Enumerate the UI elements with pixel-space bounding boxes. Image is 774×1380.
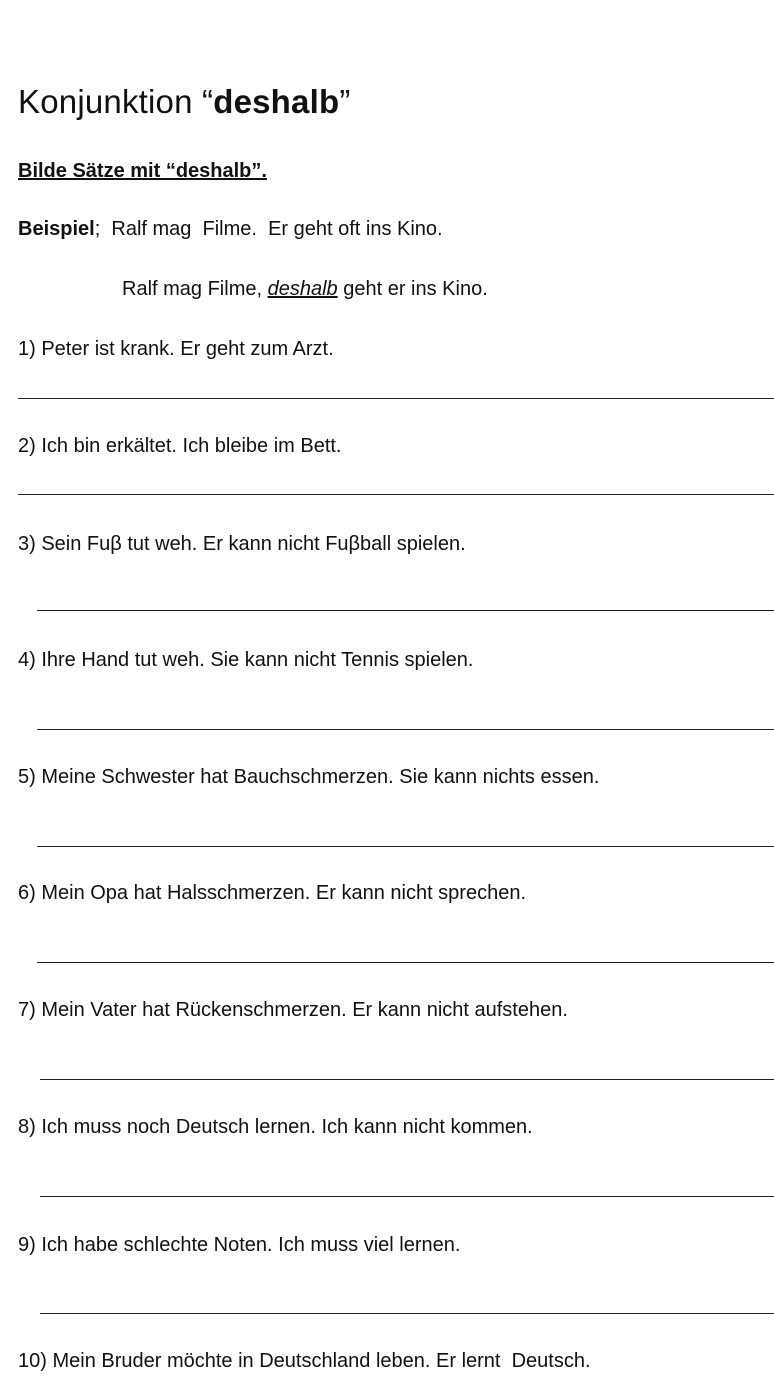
example-answer-keyword: deshalb — [267, 278, 338, 300]
answer-line-9[interactable] — [40, 1313, 774, 1314]
answer-line-6[interactable] — [37, 962, 774, 963]
example-label: Beispiel — [18, 218, 95, 240]
answer-line-4[interactable] — [37, 729, 774, 730]
example-answer-after: geht er ins Kino. — [337, 278, 488, 300]
answer-line-3[interactable] — [37, 610, 774, 611]
exercise-6: 6) Mein Opa hat Halsschmerzen. Er kann nicht sprechen. — [18, 882, 527, 904]
title-prefix: Konjunktion “ — [18, 83, 214, 120]
exercise-2: 2) Ich bin erkältet. Ich bleibe im Bett. — [18, 435, 342, 457]
exercise-7: 7) Mein Vater hat Rückenschmerzen. Er kann nicht aufstehen. — [18, 999, 568, 1021]
answer-line-2[interactable] — [18, 494, 774, 495]
exercise-3: 3) Sein Fuβ tut weh. Er kann nicht Fuβball spielen. — [18, 533, 466, 555]
exercise-4: 4) Ihre Hand tut weh. Sie kann nicht Tennis spielen. — [18, 649, 474, 671]
title-keyword: deshalb — [213, 83, 340, 120]
title-suffix: ” — [339, 83, 351, 120]
exercise-1: 1) Peter ist krank. Er geht zum Arzt. — [18, 338, 334, 360]
example-answer-line — [122, 276, 488, 302]
exercise-9: 9) Ich habe schlechte Noten. Ich muss viel lernen. — [18, 1234, 461, 1256]
answer-line-1[interactable] — [18, 398, 774, 399]
example-answer-before: Ralf mag Filme, — [122, 278, 268, 300]
worksheet-title — [18, 82, 351, 122]
exercise-5: 5) Meine Schwester hat Bauchschmerzen. Sie kann nichts essen. — [18, 766, 600, 788]
example-sentence-line — [18, 216, 443, 242]
task-instruction: Bilde Sätze mit “deshalb”. — [18, 160, 267, 182]
answer-line-5[interactable] — [37, 846, 774, 847]
answer-line-8[interactable] — [40, 1196, 774, 1197]
exercise-8: 8) Ich muss noch Deutsch lernen. Ich kann nicht kommen. — [18, 1116, 533, 1138]
answer-line-7[interactable] — [40, 1079, 774, 1080]
example-sentence: ; Ralf mag Filme. Er geht oft ins Kino. — [94, 218, 443, 240]
exercise-10: 10) Mein Bruder möchte in Deutschland leben. Er lernt Deutsch. — [18, 1350, 591, 1372]
